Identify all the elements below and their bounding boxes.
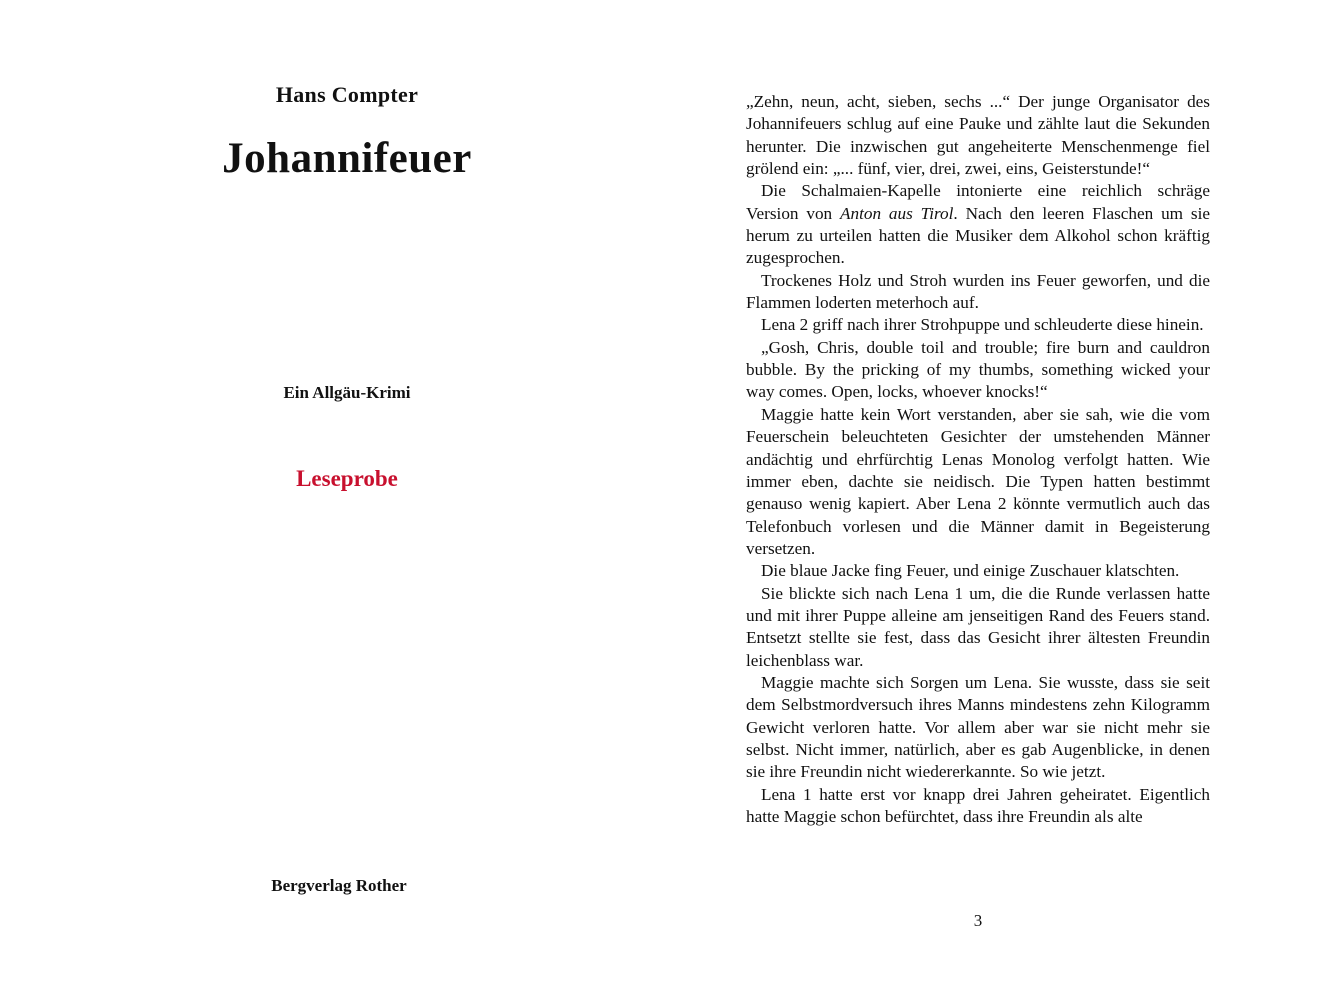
paragraph: Sie blickte sich nach Lena 1 um, die die Runde verlassen hatte und mit ihrer Puppe alleine am jenseitigen Rand des Feuers stand. Entsetzt stellte sie fest, dass das Gesicht ihrer ältesten Freundin leichenblass war. bbox=[746, 583, 1210, 670]
text-page bbox=[746, 0, 1212, 1000]
book-genre: Ein Allgäu-Krimi bbox=[283, 383, 411, 402]
paragraph: Lena 1 hatte erst vor knapp drei Jahren geheiratet. Eigentlich hatte Maggie schon befürchtet, dass ihre Freundin als alte bbox=[746, 784, 1210, 826]
paragraph: „Zehn, neun, acht, sieben, sechs ...“ Der junge Organisator des Johannifeuers schlug auf eine Pauke und zählte laut die Sekunden herunter. Die inzwischen gut angeheiterte Menschenmenge fiel grölend ein: „... fünf, vier, drei, zwei, eins, Geisterstunde!“ bbox=[746, 92, 1210, 179]
song-title: Anton aus Tirol bbox=[839, 203, 954, 223]
paragraph-text: Die Schalmaien-Kapelle intonierte eine reichlich schräge Version von bbox=[746, 181, 1210, 223]
body-text bbox=[746, 91, 1210, 828]
paragraph: Maggie machte sich Sorgen um Lena. Sie wusste, dass sie seit dem Selbstmordversuch ihres Manns mindestens zehn Kilogramm Gewicht verloren hatte. Vor allem aber war sie nicht mehr sie selbst. Nicht immer, natürlich, aber es gab Augenblicke, in denen sie ihre Freundin nicht wiedererkannte. So wie jetzt. bbox=[746, 672, 1210, 782]
paragraph: Trockenes Holz und Stroh wurden ins Feuer geworfen, und die Flammen loderten meterhoch auf. bbox=[746, 270, 1210, 313]
page-number: 3 bbox=[973, 911, 983, 930]
paragraph: Die blaue Jacke fing Feuer, und einige Zuschauer klatschten. bbox=[761, 561, 1180, 581]
paragraph: Lena 2 griff nach ihrer Strohpuppe und schleuderte diese hinein. bbox=[761, 315, 1204, 335]
paragraph: Maggie hatte kein Wort verstanden, aber sie sah, wie die vom Feuerschein beleuchteten Gesichter der umstehenden Männer andächtig und ehrfürchtig Lenas Monolog verfolgt hatten. Wie immer eben, dachte sie neidisch. Die Typen hatten bestimmt genauso wenig kapiert. Aber Lena 2 könnte vermutlich auch das Telefonbuch vorlesen und die Männer damit in Begeisterung versetzen. bbox=[746, 404, 1210, 558]
author-name: Hans Compter bbox=[275, 82, 419, 107]
publisher-name: Bergverlag Rother bbox=[271, 876, 407, 895]
sample-label: Leseprobe bbox=[296, 466, 398, 491]
paragraph-text: . Nach den leeren Flaschen um sie herum zu urteilen hatten die Musiker dem Alkohol schon kräftig zugesprochen. bbox=[746, 203, 1210, 268]
paragraph: „Gosh, Chris, double toil and trouble; fire burn and cauldron bubble. By the pricking of my thumbs, something wicked your way comes. Open, locks, whoever knocks!“ bbox=[746, 337, 1210, 402]
book-title: Johannifeuer bbox=[222, 135, 472, 182]
paragraph bbox=[746, 180, 1210, 269]
